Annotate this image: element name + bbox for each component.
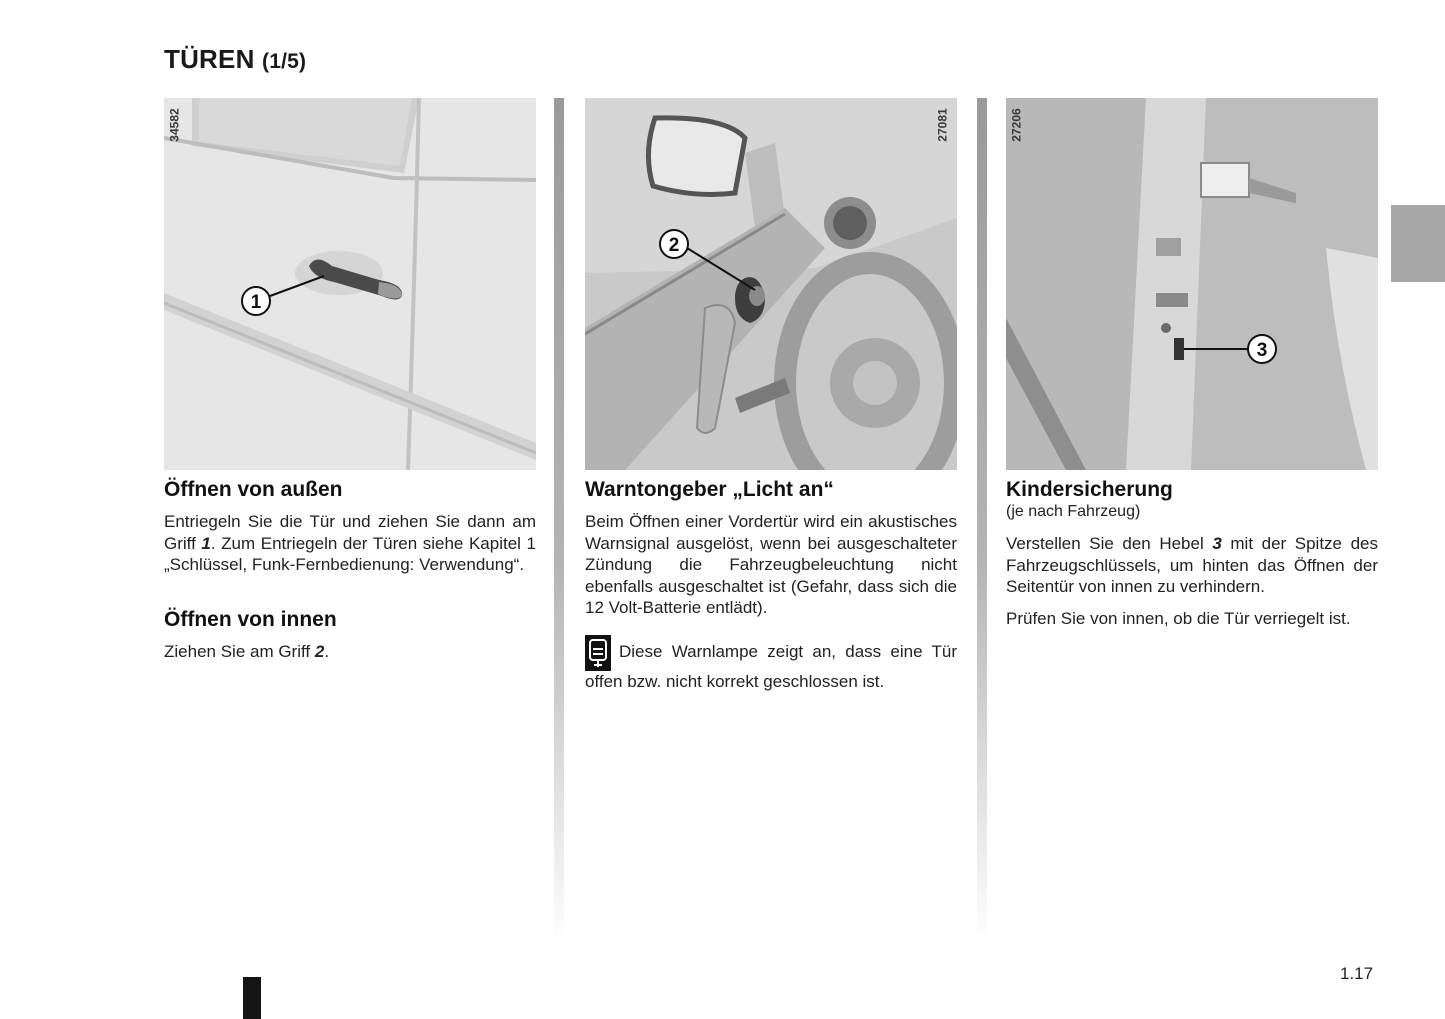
figure-number: 27081	[935, 108, 950, 142]
heading-opening-outside: Öffnen von außen	[164, 478, 343, 501]
paragraph-opening-outside: Entriegeln Sie die Tür und ziehen Sie dann am Griff 1. Zum Entriegeln der Türen siehe Kapitel 1 „Schlüssel, Funk-Fernbedienung: Verwendung“.	[164, 512, 536, 574]
door-open-warning-icon	[585, 635, 611, 671]
chapter-tab	[1391, 205, 1445, 282]
page-title-part: (1/5)	[262, 50, 307, 73]
figure-door-handle	[164, 98, 536, 470]
figure-child-lock	[1006, 98, 1378, 470]
paragraph-child-lock: Verstellen Sie den Hebel 3 mit der Spitze des Fahrzeugschlüssels, um hinten das Öffnen der Seitentür von innen zu verhindern.	[1006, 534, 1378, 596]
callout-1: 1	[250, 292, 262, 313]
heading-opening-inside: Öffnen von innen	[164, 607, 337, 631]
paragraph-opening-inside: Ziehen Sie am Griff 2.	[164, 641, 330, 661]
column-divider	[554, 98, 564, 943]
page-title: TÜREN (1/5)	[164, 44, 307, 74]
callout-3: 3	[1256, 340, 1268, 361]
paragraph-warning-buzzer: Beim Öffnen einer Vordertür wird ein akustisches Warnsignal ausgelöst, wenn bei ausgeschalteter Zündung die Fahrzeugbeleuchtung nicht ebenfalls ausgeschaltet ist (Gefahr, dass sich die 12 Volt-Batterie entlädt).	[585, 512, 957, 617]
subheading-child-lock: (je nach Fahrzeug)	[1006, 503, 1141, 520]
callout-2: 2	[668, 235, 680, 256]
column-child-lock	[1006, 98, 1378, 629]
column-divider	[977, 98, 987, 943]
paragraph-warning-lamp: Diese Warnlampe zeigt an, dass eine Tür offen bzw. nicht korrekt geschlossen ist.	[585, 635, 957, 693]
column-warning-buzzer	[585, 98, 957, 692]
heading-warning-buzzer: Warntongeber „Licht an“	[585, 478, 834, 501]
column-opening-outside	[164, 98, 536, 662]
heading-child-lock: Kindersicherung	[1006, 478, 1173, 501]
figure-number: 34582	[167, 108, 182, 142]
paragraph-check-lock: Prüfen Sie von innen, ob die Tür verriegelt ist.	[1006, 608, 1351, 628]
page-number: 1.17	[1340, 964, 1374, 983]
figure-number: 27206	[1009, 108, 1024, 142]
registration-mark	[243, 977, 261, 1019]
figure-interior-handle	[585, 98, 957, 470]
